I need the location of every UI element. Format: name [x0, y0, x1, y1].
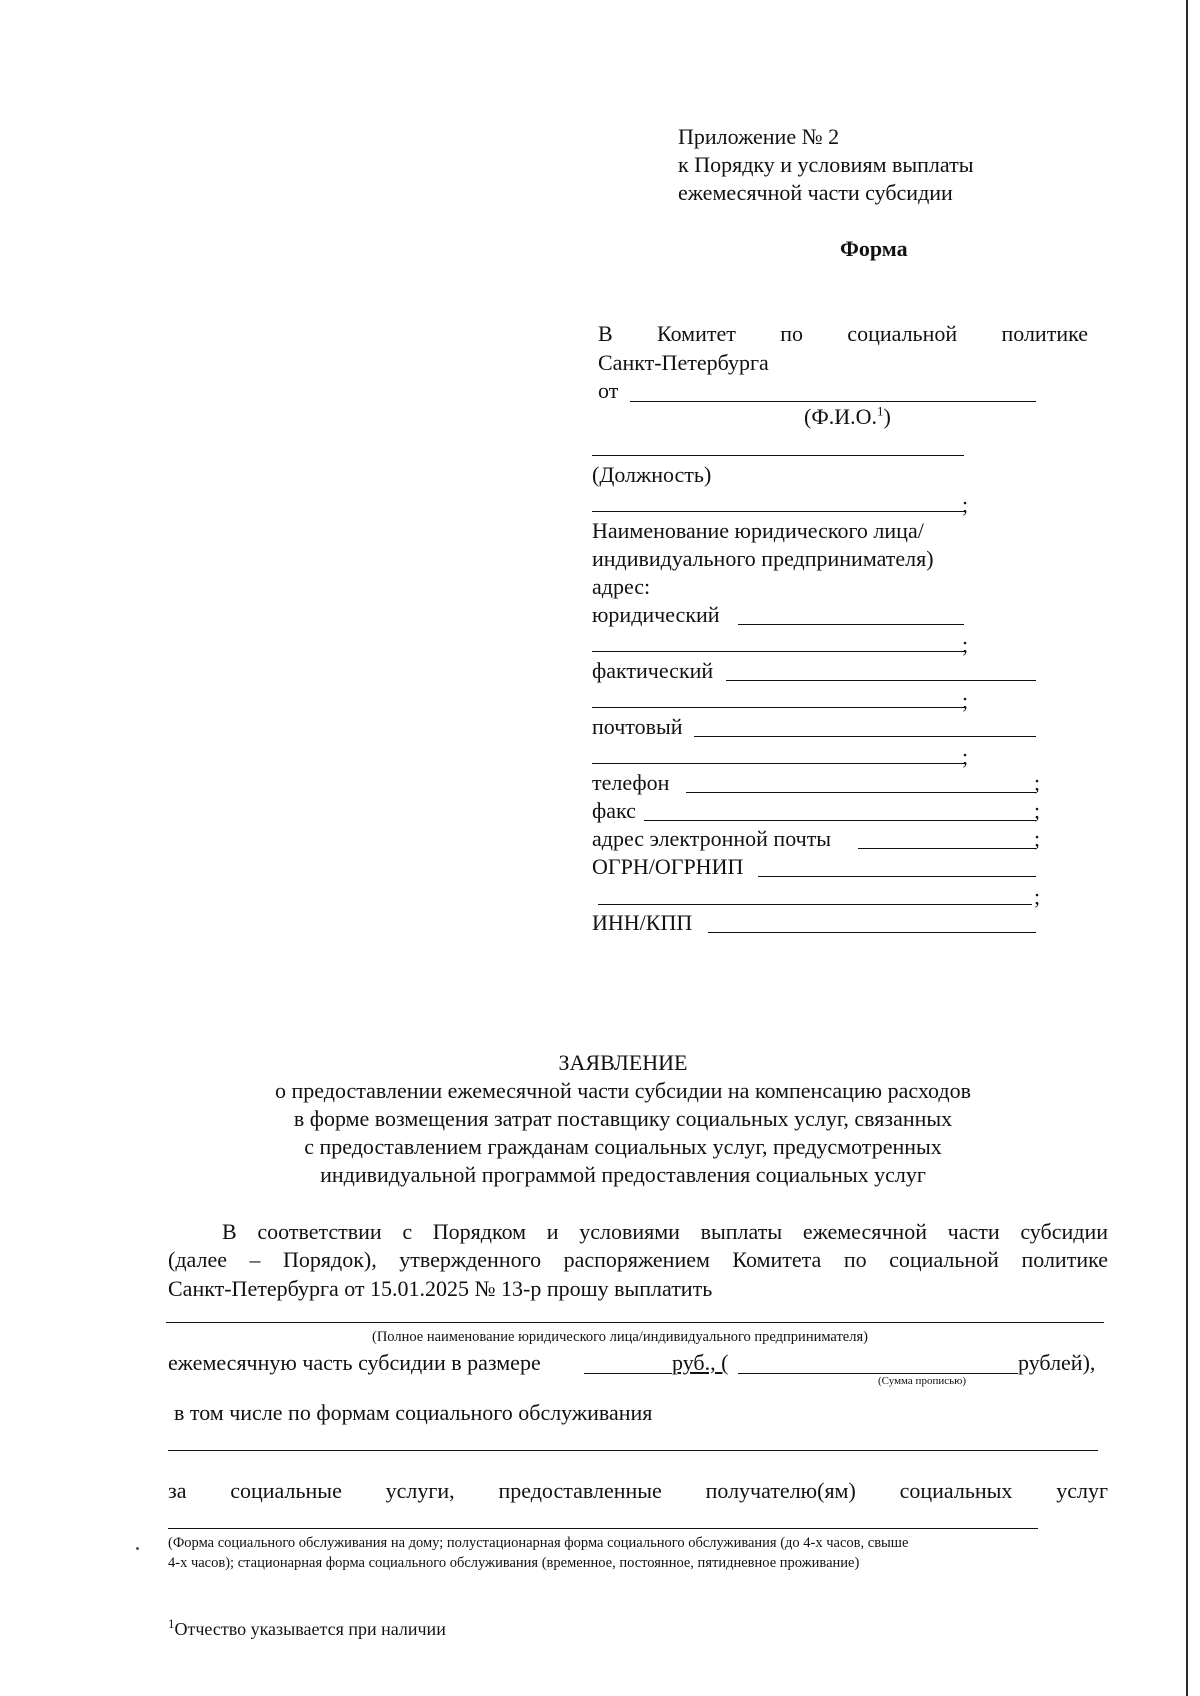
postal-address-field-line[interactable] [694, 736, 1036, 737]
forms-line: в том числе по формам социального обслуживания [174, 1400, 653, 1425]
ogrn-field-line-2[interactable] [598, 904, 1032, 905]
appendix-line-1: Приложение № 2 [678, 124, 840, 149]
inn-field-line[interactable] [708, 932, 1036, 933]
footnote-mark: 1 [168, 1616, 175, 1631]
footnote [168, 1616, 446, 1642]
actual-address-semicolon: ; [962, 688, 969, 713]
statement-title-line-1: о предоставлении ежемесячной части субсидии на компенсацию расходов [275, 1078, 971, 1103]
amount-prefix: ежемесячную часть субсидии в размере [168, 1350, 541, 1375]
legal-address-label: юридический [592, 602, 720, 627]
addressee-to-line: В Комитет по социальной политике [598, 321, 1088, 346]
statement-title-line-2: в форме возмещения затрат поставщику социальных услуг, связанных [293, 1106, 953, 1131]
email-label: адрес электронной почты [592, 826, 832, 851]
body-line-2: (далее – Порядок), утвержденного распоряжением Комитета по социальной политике [168, 1247, 1108, 1272]
forms-caption-line-1: (Форма социального обслуживания на дому; полустационарная форма социального обслуживания (до 4-х часов, свыше [168, 1535, 909, 1551]
ogrn-label: ОГРН/ОГРНИП [592, 854, 744, 879]
position-field-line[interactable] [592, 455, 964, 456]
legal-address-field-line-2[interactable] [592, 651, 964, 652]
position-caption: (Должность) [592, 462, 712, 487]
email-field-line[interactable] [858, 848, 1036, 849]
org-name-semicolon: ; [962, 492, 969, 517]
fio-field-line[interactable] [630, 401, 1036, 402]
org-full-name-field-line[interactable] [166, 1322, 1104, 1323]
org-caption-line-2: индивидуального предпринимателя) [592, 546, 934, 571]
form-label: Форма [840, 236, 908, 261]
appendix-line-2: к Порядку и условиям выплаты [678, 152, 974, 177]
org-name-field-line[interactable] [592, 511, 964, 512]
addressee-city: Санкт-Петербурга [598, 350, 769, 375]
statement-title-line-3: с предоставлением гражданам социальных услуг, предусмотренных [304, 1134, 942, 1159]
fax-label: факс [592, 798, 636, 823]
phone-label: телефон [592, 770, 670, 795]
actual-address-field-line-2[interactable] [592, 707, 964, 708]
email-semicolon: ; [1034, 826, 1041, 851]
fio-footnote-mark: 1 [876, 403, 884, 419]
scan-speck [136, 1547, 139, 1550]
sum-words-caption: (Сумма прописью) [878, 1375, 966, 1387]
inn-label: ИНН/КПП [592, 910, 693, 935]
appendix-line-3: ежемесячной части субсидии [678, 180, 953, 205]
phone-field-line[interactable] [686, 792, 1036, 793]
body-line-3: Санкт-Петербурга от 15.01.2025 № 13-р прошу выплатить [168, 1276, 713, 1301]
statement-title-line-4: индивидуальной программой предоставления социальных услуг [320, 1162, 926, 1187]
from-label: от [598, 378, 619, 403]
ogrn-field-line[interactable] [758, 876, 1036, 877]
org-caption-line-1: Наименование юридического лица/ [592, 518, 924, 543]
postal-address-field-line-2[interactable] [592, 763, 964, 764]
postal-address-label: почтовый [592, 714, 683, 739]
actual-address-field-line[interactable] [726, 680, 1036, 681]
fio-caption: (Ф.И.О.$^1$) [804, 403, 891, 429]
services-line: за социальные услуги, предоставленные получателю(ям) социальных услуг [168, 1478, 1108, 1503]
scan-edge-line [1186, 0, 1188, 1696]
org-full-name-caption: (Полное наименование юридического лица/индивидуального предпринимателя) [372, 1329, 868, 1345]
rub-words-label: рублей), [1018, 1350, 1096, 1375]
body-line-1: В соответствии с Порядком и условиями выплаты ежемесячной части субсидии [222, 1219, 1108, 1244]
legal-address-semicolon: ; [962, 632, 969, 657]
fax-semicolon: ; [1034, 798, 1041, 823]
postal-address-semicolon: ; [962, 744, 969, 769]
ogrn-semicolon: ; [1034, 884, 1041, 909]
actual-address-label: фактический [592, 658, 714, 683]
forms-field-line[interactable] [168, 1450, 1098, 1451]
statement-heading: ЗАЯВЛЕНИЕ [558, 1050, 688, 1075]
fax-field-line[interactable] [644, 820, 1036, 821]
forms-caption-line-2: 4-х часов); стационарная форма социального обслуживания (временное, постоянное, пятидневное проживание) [168, 1555, 860, 1571]
address-label: адрес: [592, 574, 651, 599]
amount-field-line[interactable] [584, 1373, 672, 1374]
rub-short-label: руб., ( [672, 1350, 729, 1375]
phone-semicolon: ; [1034, 770, 1041, 795]
amount-words-field-line[interactable] [738, 1373, 1018, 1374]
legal-address-field-line[interactable] [738, 624, 964, 625]
footnote-text: Отчество указывается при наличии [174, 1619, 446, 1639]
services-field-line[interactable] [168, 1528, 1038, 1529]
